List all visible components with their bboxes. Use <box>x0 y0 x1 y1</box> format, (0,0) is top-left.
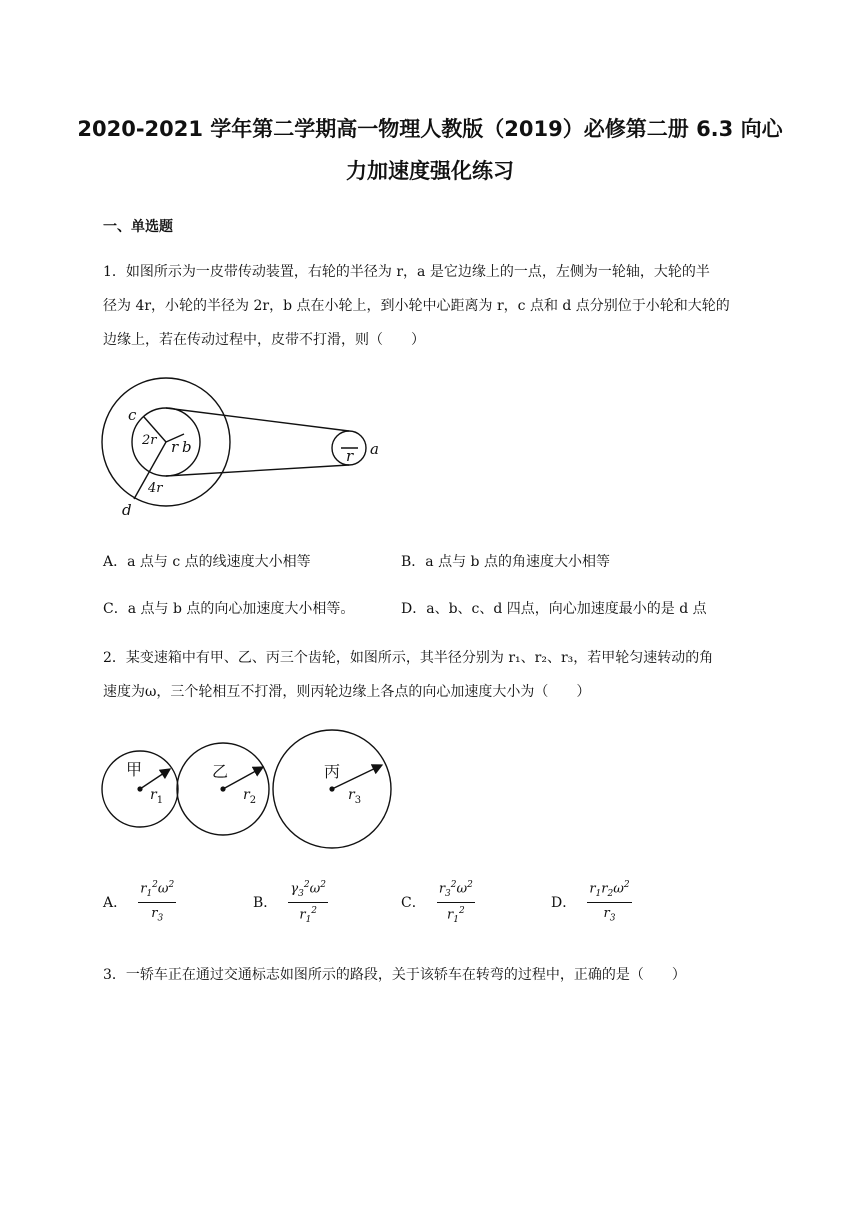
label-2r: 2r <box>142 433 157 448</box>
q1-option-a[interactable]: A．a 点与 c 点的线速度大小相等 <box>103 554 311 570</box>
question-1-line1: 1．如图所示为一皮带传动装置，右轮的半径为 r，a 是它边缘上的一点，左侧为一轮轴，大轮的半 <box>103 264 710 280</box>
label-r3: $r_3$ <box>348 787 362 806</box>
q1-option-b[interactable]: B．a 点与 b 点的角速度大小相等 <box>401 554 610 570</box>
section-heading: 一、单选题 <box>103 219 173 235</box>
page-title-line1: 2020-2021 学年第二学期高一物理人教版（2019）必修第二册 6.3 向心 <box>77 117 783 141</box>
question-1-line3: 边缘上，若在传动过程中，皮带不打滑，则（ ） <box>103 332 425 348</box>
question-3-text <box>103 958 760 992</box>
label-r: r <box>171 438 179 456</box>
q2-option-b[interactable]: B． $\frac{\gamma_3^2\omega^2}{r_1^2}$ <box>253 880 326 925</box>
q2-option-d[interactable]: D． $\frac{r_1r_2\omega^2}{r_3}$ <box>551 880 630 924</box>
label-4r: 4r <box>148 481 163 496</box>
formula-a: $\frac{r_1^2\omega^2}{r_3}$ <box>140 880 175 924</box>
label-b: b <box>182 438 192 456</box>
question-2-line2: 速度为ω，三个轮相互不打滑，则丙轮边缘上各点的向心加速度大小为（ ） <box>103 684 591 700</box>
formula-d: $\frac{r_1r_2\omega^2}{r_3}$ <box>589 880 630 924</box>
belt-drive-figure <box>98 372 388 522</box>
label-c: c <box>128 406 137 424</box>
question-1-line2: 径为 4r，小轮的半径为 2r，b 点在小轮上，到小轮中心距离为 r，c 点和 d 点分别位于小轮和大轮的 <box>103 298 730 314</box>
label-a: a <box>370 440 379 458</box>
question-3-line1: 3．一轿车正在通过交通标志如图所示的路段，关于该轿车在转弯的过程中，正确的是（ ） <box>103 967 686 983</box>
label-jia: 甲 <box>126 760 143 779</box>
label-d: d <box>122 501 132 519</box>
formula-c: $\frac{r_3^2\omega^2}{r_1^2}$ <box>438 880 473 925</box>
gears-figure <box>98 725 428 855</box>
page-title-line2: 力加速度强化练习 <box>346 159 514 183</box>
q1-option-d[interactable]: D．a、b、c、d 四点，向心加速度最小的是 d 点 <box>401 601 707 617</box>
q2-option-a[interactable]: A． $\frac{r_1^2\omega^2}{r_3}$ <box>103 880 175 924</box>
belt-top <box>166 408 349 431</box>
label-r-right: r <box>346 447 354 465</box>
label-bing: 丙 <box>324 762 341 781</box>
label-yi: 乙 <box>212 762 229 781</box>
belt-bottom <box>166 465 349 476</box>
question-1-text <box>103 255 760 357</box>
question-2-text <box>103 641 760 709</box>
q2-option-c[interactable]: C． $\frac{r_3^2\omega^2}{r_1^2}$ <box>401 880 473 925</box>
formula-b: $\frac{\gamma_3^2\omega^2}{r_1^2}$ <box>290 880 326 925</box>
label-r1: $r_1$ <box>150 787 164 806</box>
question-2-line1: 2．某变速箱中有甲、乙、丙三个齿轮，如图所示，其半径分别为 r₁、r₂、r₃，若甲轮匀速转动的角 <box>103 650 714 666</box>
label-r2: $r_2$ <box>243 787 257 806</box>
q1-option-c[interactable]: C．a 点与 b 点的向心加速度大小相等。 <box>103 601 355 617</box>
